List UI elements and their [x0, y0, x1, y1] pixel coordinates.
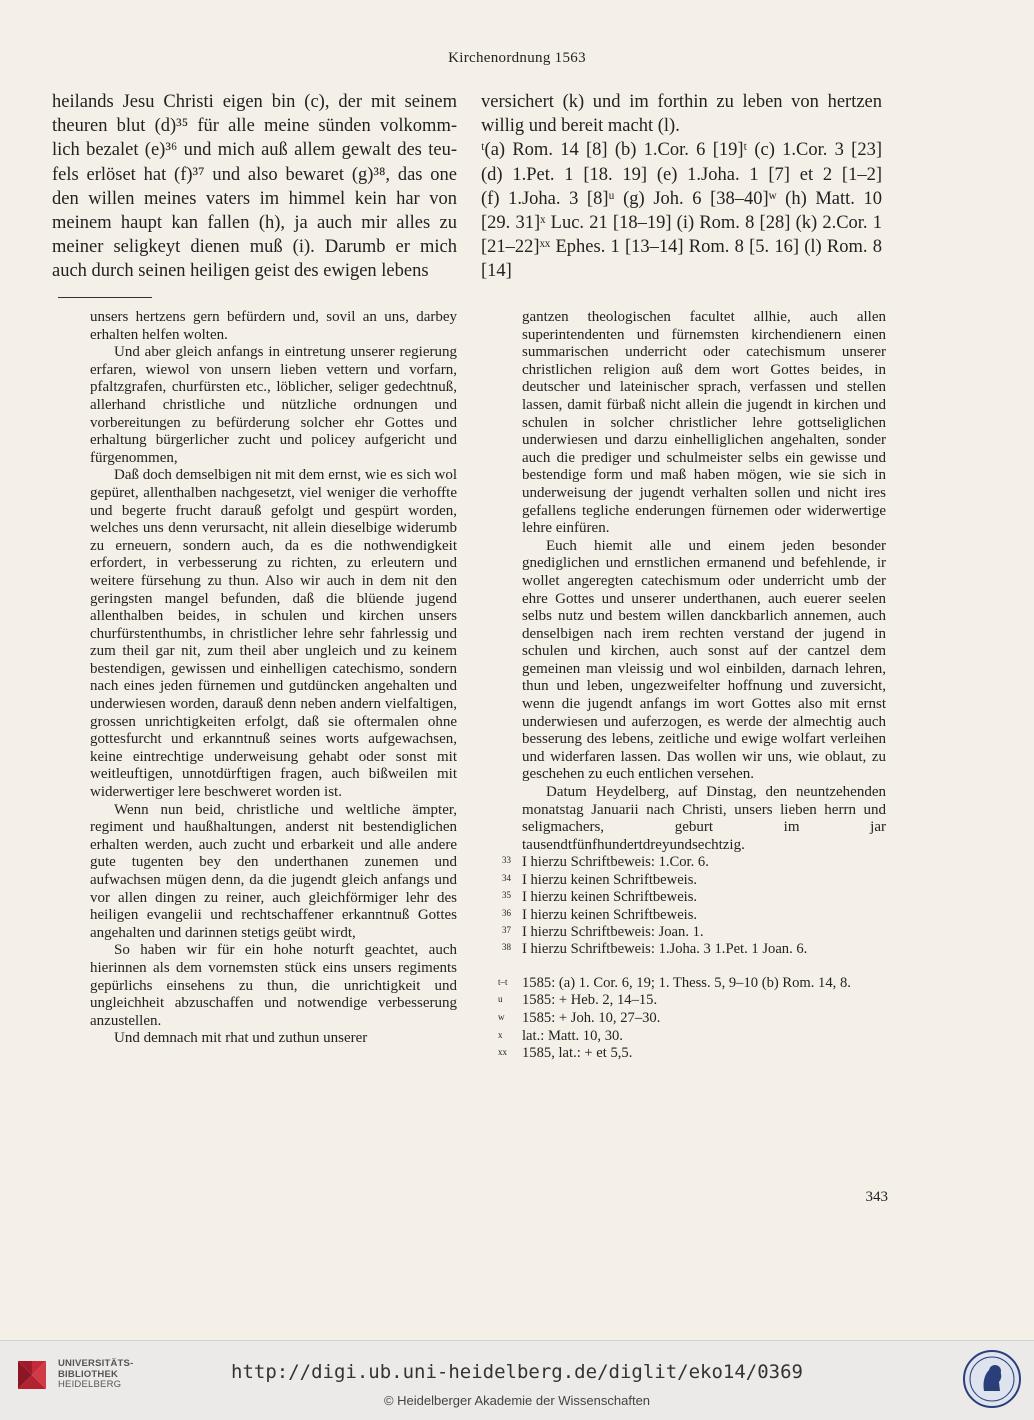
main-left-line: theuren blut (d)³⁵ für alle meine sünden volkomm-	[52, 116, 457, 137]
variant-note	[498, 1045, 886, 1063]
variant-list	[498, 974, 886, 1063]
footnote	[502, 941, 886, 958]
notes-right-paragraphs	[522, 309, 886, 854]
footnote-number: 33	[502, 855, 511, 866]
notes-column-left	[90, 309, 457, 1048]
library-name-line3: HEIDELBERG	[58, 1379, 122, 1390]
variant-text: lat.: Matt. 10, 30.	[522, 1027, 623, 1044]
copyright-notice: © Heidelberger Akademie der Wissenschaften	[383, 1393, 651, 1408]
main-right-line: (f) 1.Joha. 3 [8]ᵘ (g) Joh. 6 [38–40]ʷ (h) Matt. 10	[481, 188, 882, 209]
variant-mark: x	[498, 1029, 503, 1040]
main-right-line: ᵗ(a) Rom. 14 [8] (b) 1.Cor. 6 [19]ᵗ (c) 1.Cor. 3 [23]	[481, 140, 882, 161]
notes-left-paragraph: unsers hertzens gern befürdern und, sovil an uns, darbey erhalten helfen wolten.	[90, 309, 457, 343]
page-number: 343	[865, 1189, 888, 1205]
variant-note	[498, 992, 886, 1010]
footnote-rule	[58, 297, 152, 298]
footnote-text: I hierzu keinen Schriftbeweis.	[522, 889, 698, 906]
footnote	[502, 854, 886, 871]
variant-mark: t–t	[498, 976, 508, 987]
notes-right-paragraph: Euch hiemit alle und einem jeden besonder gnediglichen und ernstlichen ermanend und befehlende, ir wollet angeregten catechismum oder underricht umb der ehre Gottes und unserer underthanen, auch euerer seelen selbs nutz und bestem willen danckbarlich annemen, auch denselbigen nach irem rechten verstand der jugend in schulen und kirchen, auch sonst auf der cantzel dem gemeinen man vleissig und wol einbilden, darnach lehren, thun und leben, ungezweifelter hoffnung und zuversicht, wenn die jugendt anfangs im wort Gottes also mit ernst underwiesen und auferzogen, es werde der almechtig auch besserung des lebens, zeitliche und ewige wolfart verleihen und widerfaren lassen. Das wollen wir uns, wie oblaut, zu geschehen zu euch entlichen versehen.	[522, 537, 886, 783]
variant-text: 1585: + Heb. 2, 14–15.	[522, 992, 658, 1009]
footnote-text: I hierzu keinen Schriftbeweis.	[522, 871, 698, 888]
footnote-number: 38	[502, 942, 511, 953]
library-name-line1: UNIVERSITÄTS-	[58, 1358, 134, 1369]
footnote	[502, 924, 886, 941]
main-left-line: lich bezalet (e)³⁶ und mich auß allem gewalt des teu-	[52, 140, 457, 161]
permalink-url[interactable]: http://digi.ub.uni-heidelberg.de/diglit/eko14/0369	[231, 1361, 803, 1383]
main-right-line: [21–22]ˣˣ Ephes. 1 [13–14] Rom. 8 [5. 16] (l) Rom. 8	[481, 237, 882, 258]
notes-left-paragraph: Und demnach mit rhat und zuthun unserer	[114, 1030, 368, 1047]
notes-left-paragraph: Wenn nun beid, christliche und weltliche ämpter, regiment und haußhaltungen, anderst nit bestendiglichen erhalten werden, auch zucht und erbarkeit und alle andere gute tugenten bey den underthanen zunemen und aufwachsen mügen denn, da die jugendt gleich anfangs und vor allen dingen zu reiner, auch gleichförmiger lehr des heiligen evangelii und rechtschaffener erkanntnuß Gottes angehalten und darinnen stetigs geübt wirdt,	[90, 801, 457, 941]
main-left-line: den willen meines vaters im himmel kein har von	[52, 188, 457, 209]
notes-right-paragraph: Datum Heydelberg, auf Dinstag, den neuntzehenden monatstag Januarii nach Christi, unsers lieben herrn und seligmachers, geburt im jar tausendtfünfhundertdreyundsechtzig.	[522, 784, 886, 853]
variant-note	[498, 974, 886, 993]
main-right-line: versichert (k) und im forthin zu leben von hertzen	[481, 92, 882, 112]
running-title: Kirchenordnung 1563	[448, 50, 586, 66]
main-left-line: meinem haupt kan fallen (h), ja auch mir alles zu	[52, 213, 457, 234]
variant-text: 1585: (a) 1. Cor. 6, 19; 1. Thess. 5, 9–10 (b) Rom. 14, 8.	[522, 974, 851, 991]
main-right-line: (d) 1.Pet. 1 [18. 19] (e) 1.Joha. 1 [7] et 2 [1–2]	[481, 164, 882, 185]
main-text-right	[481, 90, 882, 284]
main-text-left	[52, 90, 457, 284]
footnote-text: I hierzu Schriftbeweis: 1.Cor. 6.	[522, 854, 709, 871]
main-left-line: fels erlöset hat (f)³⁷ und also bewaret (g)³⁸, das one	[52, 164, 457, 185]
notes-left-paragraph: Daß doch demselbigen nit mit dem ernst, wie es sich wol gepüret, allenthalben nachgesetzt, viel weniger die verhoffte und begerte frucht darauß gefolgt und gespürt worden, welches uns denn verursacht, nit allein dieselbige widerumb zu erneuern, sondern auch, da es die nothwendigkeit erfordert, in verbesserung zu richten, zu erleutern und weitere fürsehung zu thun. Also wir auch in dem nit den geringsten mangel befunden, daß die blüende jugend allenthalben beides, in schulen und kirchen unsers churfürstenthumbs, in christlicher lehre sehr fahrlessig und zum theil gar nit, zum theil aber ungleich und zu keinem bestendigen, gewissen und einhelligen catechismo, sondern nach eines jeden fürnemen und gutdüncken angehalten und underwiesen worden, darauß denn neben andern vielfaltigen, grossen unrichtigkeiten erfolgt, daß sie oftermalen ohne gottesfurcht und erkanntnuß seines worts aufgewachsen, keine eintrechtige underweisung gehabt oder sonst mit weitleuftigen, unnotdürftigen fragen, auch bißweilen mit widerwertiger lere beschweret worden ist.	[90, 467, 457, 801]
footer-bar	[0, 1340, 1034, 1420]
main-left-line: auch durch seinen heiligen geist des ewigen lebens	[52, 261, 429, 282]
notes-left-paragraph: So haben wir für ein hohe noturft geachtet, auch hierinnen als dem vornemsten stück eins unsers regiments gepürlichs einsehens zu thun, die unrichtigkeit und ungleichheit abzuschaffen und notwendige verbesserung anzustellen.	[90, 942, 457, 1029]
footnote	[502, 889, 886, 906]
footnote-text: I hierzu Schriftbeweis: Joan. 1.	[522, 924, 704, 941]
main-right-line: willig und bereit macht (l).	[481, 116, 680, 137]
variant-note	[498, 1010, 886, 1028]
main-left-line: heilands Jesu Christi eigen bin (c), der mit seinem	[52, 92, 457, 112]
variant-mark: w	[498, 1012, 505, 1023]
footnote-number: 36	[502, 907, 511, 918]
footnote-number: 34	[502, 872, 511, 883]
variant-text: 1585, lat.: + et 5,5.	[522, 1045, 633, 1062]
main-right-line: [29. 31]ˣ Luc. 21 [18–19] (i) Rom. 8 [28] (k) 2.Cor. 1	[481, 213, 882, 234]
variant-text: 1585: + Joh. 10, 27–30.	[522, 1010, 661, 1027]
footnote-number: 35	[502, 890, 511, 901]
notes-column-right	[498, 309, 886, 1063]
footnote-text: I hierzu keinen Schriftbeweis.	[522, 906, 698, 923]
variant-note	[498, 1027, 886, 1046]
footnote-number: 37	[502, 925, 511, 936]
footnote	[502, 871, 886, 889]
footnote-list	[502, 854, 886, 958]
footnote-text: I hierzu Schriftbeweis: 1.Joha. 3 1.Pet. 1 Joan. 6.	[522, 941, 808, 958]
main-left-line: meiner seligkeyt dienen muß (i). Darumb er mich	[52, 237, 457, 258]
notes-left-paragraph: Und aber gleich anfangs in eintretung unserer regierung erfaren, wiewol von unsern lieben vettern und vorfarn, pfaltzgrafen, churfürsten etc., löblicher, seliger gedechtnuß, allerhand christliche und nützliche ordnungen und vorbereitungen zu befürderung solcher ehr Gottes und erhaltung bürgerlicher zucht und policey aufgericht und fürgenommen,	[90, 344, 457, 466]
footnote	[502, 906, 886, 924]
library-name-line2: BIBLIOTHEK	[58, 1368, 119, 1380]
main-right-line: [14]	[481, 261, 512, 282]
notes-right-paragraph: gantzen theologischen facultet allhie, auch allen superintendenten und fürnemsten kirchendienern einen summarischen underricht oder catechismum unserer christlichen religion auß dem wort Gottes beides, in deutscher und lateinischer sprach, verfassen und stellen lassen, damit fürbaß nicht allein die jugendt in kirchen und schulen in solcher christlicher lehre gottseliglichen underwiesen und darzu einhelliglichen angehalten, sonder auch die prediger und schulmeister selbs ein gewisse und bestendige form und maß haben mögen, wie sie sich in underweisung der jugendt verhalten sollen und nicht ires gefallens tegliche enderungen fürnemen oder widerwertige lehre einfüren.	[522, 309, 886, 537]
variant-mark: u	[498, 994, 503, 1005]
academy-seal-icon	[962, 1349, 1022, 1409]
variant-mark: xx	[498, 1047, 507, 1058]
